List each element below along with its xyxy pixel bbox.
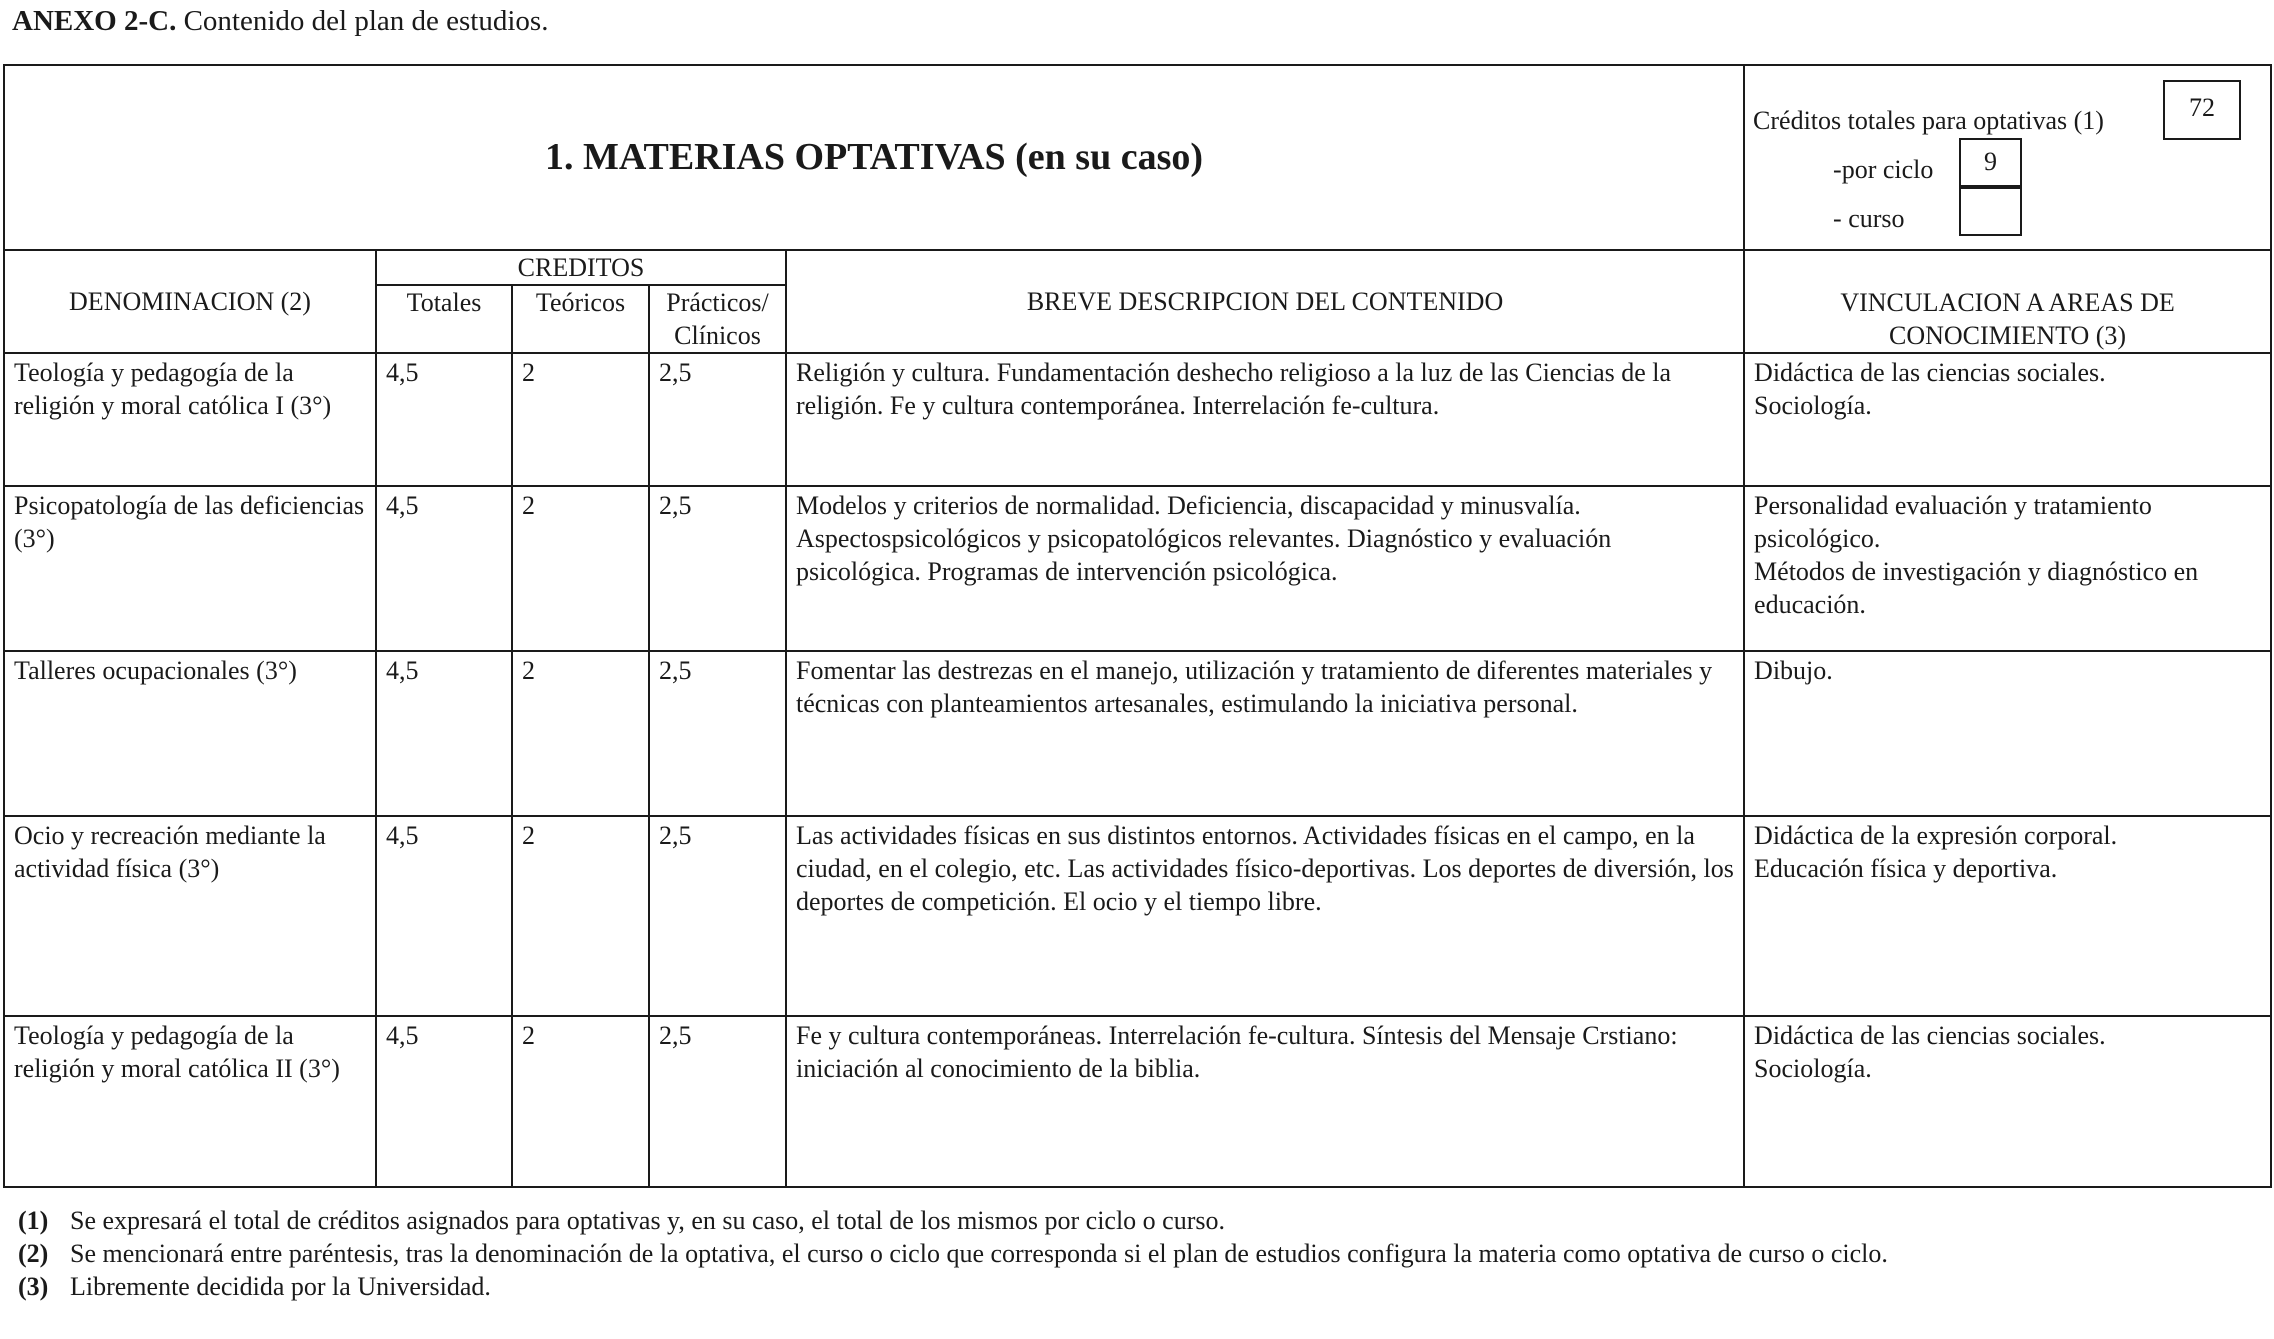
col-denominacion: DENOMINACION (2)	[4, 250, 376, 353]
subject-description: Las actividades físicas en sus distintos entornos. Actividades físicas en el campo, en la ciudad, en el colegio, etc. Las actividades físico-deportivas. Los deportes de diversión, los deportes de competición. El ocio y el tiempo libre.	[786, 816, 1744, 1016]
col-vinculacion-line-1: VINCULACION A AREAS DE	[1840, 288, 2175, 317]
subject-description: Fe y cultura contemporáneas. Interrelación fe-cultura. Síntesis del Mensaje Crstiano: iniciación al conocimiento de la biblia.	[786, 1016, 1744, 1187]
column-header-row-1	[4, 250, 2271, 285]
col-vinculacion-line-2: CONOCIMIENTO (3)	[1888, 321, 2127, 350]
table-row	[4, 816, 2271, 1016]
col-descripcion: BREVE DESCRIPCION DEL CONTENIDO	[786, 250, 1744, 353]
table-row	[4, 651, 2271, 816]
footnote-text: Se expresará el total de créditos asignados para optativas y, en su caso, el total de los mismos por ciclo o curso.	[70, 1206, 1225, 1235]
footnote-number: (1)	[18, 1206, 49, 1235]
credits-practicos: 2,5	[649, 651, 786, 816]
credits-teoricos: 2	[512, 353, 649, 486]
knowledge-areas: Didáctica de la expresión corporal. Educación física y deportiva.	[1744, 816, 2271, 1016]
knowledge-areas: Didáctica de las ciencias sociales. Sociología.	[1744, 1016, 2271, 1187]
credits-practicos: 2,5	[649, 486, 786, 651]
subject-name: Ocio y recreación mediante la actividad física (3°)	[4, 816, 376, 1016]
per-cycle-box: 9	[1959, 138, 2022, 189]
course-box	[1959, 185, 2022, 236]
col-practicos-line-1: Prácticos/	[666, 288, 769, 317]
section-title: 1. MATERIAS OPTATIVAS (en su caso)	[4, 65, 1744, 250]
subject-name: Psicopatología de las deficiencias (3°)	[4, 486, 376, 651]
credits-totales: 4,5	[376, 651, 512, 816]
course-label: - curso	[1833, 204, 1905, 233]
credits-total-label: Créditos totales para optativas (1)	[1753, 106, 2104, 135]
per-cycle-label: -por ciclo	[1833, 155, 1934, 184]
subject-name: Teología y pedagogía de la religión y moral católica I (3°)	[4, 353, 376, 486]
annex-label: ANEXO 2-C.	[12, 5, 177, 37]
annex-title	[12, 2, 548, 40]
credits-totales: 4,5	[376, 816, 512, 1016]
optional-subjects-table	[3, 64, 2272, 1188]
table-row	[4, 1016, 2271, 1187]
credits-totales: 4,5	[376, 486, 512, 651]
footnotes	[18, 1204, 2030, 1303]
knowledge-areas: Personalidad evaluación y tratamiento psicológico. Métodos de investigación y diagnóstico en educación.	[1744, 486, 2271, 651]
credits-practicos: 2,5	[649, 1016, 786, 1187]
credits-totales: 4,5	[376, 353, 512, 486]
credits-practicos: 2,5	[649, 816, 786, 1016]
section-header-row	[4, 65, 2271, 250]
credits-practicos: 2,5	[649, 353, 786, 486]
col-totales: Totales	[376, 285, 512, 353]
knowledge-areas: Didáctica de las ciencias sociales. Sociología.	[1744, 353, 2271, 486]
footnote	[18, 1237, 2030, 1270]
col-teoricos: Teóricos	[512, 285, 649, 353]
footnote	[18, 1270, 2030, 1303]
col-vinculacion	[1744, 250, 2271, 353]
credits-totales: 4,5	[376, 1016, 512, 1187]
subject-description: Fomentar las destrezas en el manejo, utilización y tratamiento de diferentes materiales y técnicas con planteamientos artesanales, estimulando la iniciativa personal.	[786, 651, 1744, 816]
knowledge-areas: Dibujo.	[1744, 651, 2271, 816]
footnote-number: (2)	[18, 1239, 49, 1268]
credits-total-box: 72	[2163, 80, 2241, 140]
col-practicos	[649, 285, 786, 353]
footnote-text: Se mencionará entre paréntesis, tras la denominación de la optativa, el curso o ciclo que corresponda si el plan de estudios configura la materia como optativa de curso o ciclo.	[70, 1239, 1888, 1268]
table-row	[4, 353, 2271, 486]
footnote-number: (3)	[18, 1272, 49, 1301]
credits-teoricos: 2	[512, 486, 649, 651]
credits-teoricos: 2	[512, 1016, 649, 1187]
subject-description: Religión y cultura. Fundamentación deshecho religioso a la luz de las Ciencias de la religión. Fe y cultura contemporánea. Interrelación fe-cultura.	[786, 353, 1744, 486]
credits-teoricos: 2	[512, 816, 649, 1016]
footnote	[18, 1204, 2030, 1237]
col-creditos: CREDITOS	[376, 250, 786, 285]
subject-description: Modelos y criterios de normalidad. Deficiencia, discapacidad y minusvalía. Aspectospsicológicos y psicopatológicos relevantes. Diagnóstico y evaluación psicológica. Programas de intervención psicológica.	[786, 486, 1744, 651]
subject-name: Talleres ocupacionales (3°)	[4, 651, 376, 816]
footnote-text: Libremente decidida por la Universidad.	[70, 1272, 491, 1301]
credits-summary	[1744, 65, 2271, 250]
annex-subtitle: Contenido del plan de estudios.	[183, 5, 549, 37]
subject-name: Teología y pedagogía de la religión y moral católica II (3°)	[4, 1016, 376, 1187]
table-row	[4, 486, 2271, 651]
col-practicos-line-2: Clínicos	[674, 321, 761, 350]
credits-teoricos: 2	[512, 651, 649, 816]
